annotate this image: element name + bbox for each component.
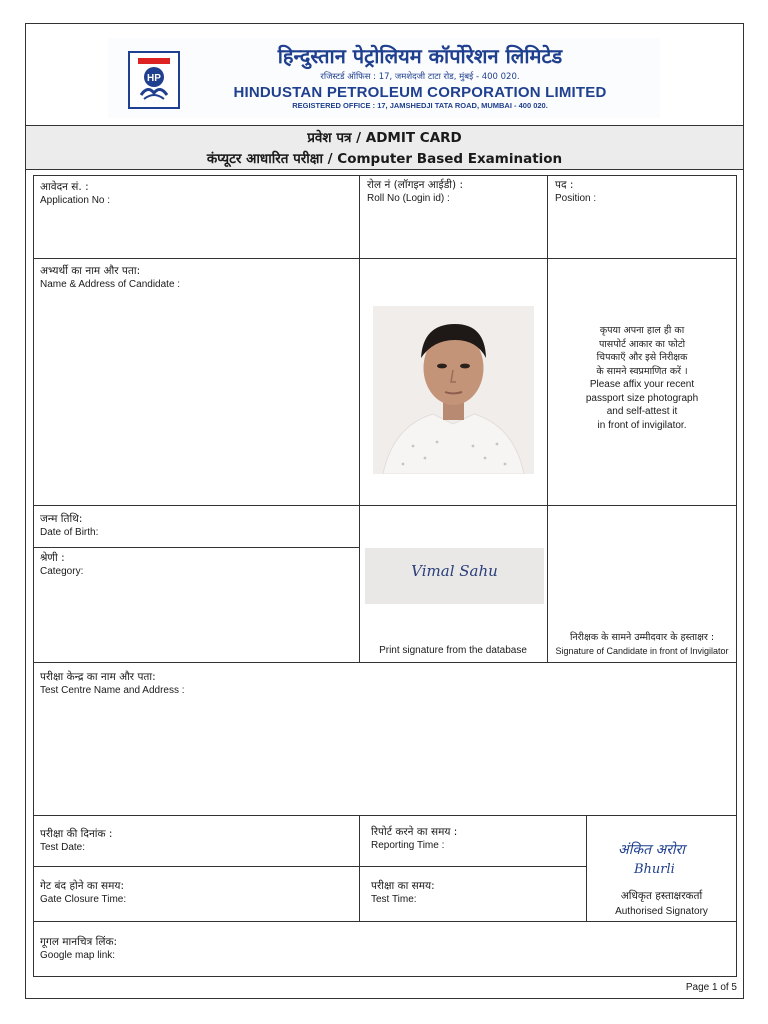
grid-line — [33, 175, 34, 976]
grid-line — [359, 815, 360, 921]
authorised-label-hi: अधिकृत हस्ताक्षरकर्ता — [620, 890, 703, 902]
google-map-label-en: Google map link: — [40, 950, 116, 961]
photo-instructions — [548, 324, 736, 432]
name-address-label-en: Name & Address of Candidate : — [40, 279, 181, 290]
reporting-time-label-hi: रिपोर्ट करने का समय : — [371, 826, 458, 838]
photo-note-hi-1: कृपया अपना हाल ही का — [599, 325, 685, 336]
photo-note-en-2: passport size photograph — [585, 392, 699, 404]
authorised-label-en: Authorised Signatory — [615, 906, 708, 917]
photo-note-en-4: in front of invigilator. — [597, 419, 687, 431]
roll-no-field — [367, 178, 463, 204]
test-date-label-en: Test Date: — [40, 842, 86, 853]
test-centre-label-hi: परीक्षा केन्द्र का नाम और पता: — [40, 671, 156, 683]
candidate-signature-text: Vimal Sahu — [411, 562, 498, 580]
hp-logo — [128, 51, 180, 109]
category-field — [40, 551, 83, 577]
hp-logo-icon — [136, 57, 172, 103]
test-time-label-en: Test Time: — [371, 894, 417, 905]
grid-line — [33, 258, 737, 259]
photo-note-hi-4: के सामने स्वप्रमाणित करें । — [596, 365, 688, 377]
reporting-time-field — [371, 825, 457, 851]
dob-label-en: Date of Birth: — [40, 527, 99, 538]
grid-line — [33, 505, 737, 506]
hp-logo-text: HP — [147, 73, 161, 84]
authorised-signature-image — [600, 836, 720, 886]
photo-note-hi-3: चिपकाएँ और इसे निरीक्षक — [596, 352, 688, 363]
authorised-signature-line2: Bhurli — [634, 862, 675, 877]
test-date-field — [40, 827, 112, 853]
test-time-field — [371, 879, 435, 905]
google-map-field — [40, 935, 117, 961]
test-centre-field — [40, 670, 185, 696]
candidate-photo — [373, 306, 534, 474]
invigilator-signature-field — [548, 630, 736, 656]
application-no-field — [40, 180, 110, 206]
authorised-signature-line1: अंकित अरोरा — [618, 842, 685, 858]
reporting-time-label-en: Reporting Time : — [371, 840, 445, 851]
roll-no-label-hi: रोल नं (लॉगइन आईडी) : — [367, 179, 463, 191]
position-label-hi: पद : — [555, 179, 574, 191]
photo-note-en-3: and self-attest it — [606, 406, 678, 417]
grid-line — [33, 866, 586, 867]
gate-closure-label-hi: गेट बंद होने का समय: — [40, 880, 125, 892]
grid-line — [33, 175, 737, 176]
grid-line — [33, 976, 737, 977]
admit-card-title: प्रवेश पत्र / ADMIT CARD — [307, 130, 462, 146]
grid-line — [736, 175, 737, 976]
exam-type-title: कंप्यूटर आधारित परीक्षा / Computer Based Examination — [206, 151, 563, 167]
page-number: Page 1 of 5 — [685, 982, 737, 993]
application-no-label-en: Application No : — [40, 195, 111, 206]
roll-no-label-en: Roll No (Login id) : — [367, 193, 450, 204]
authorised-signatory — [587, 889, 736, 917]
signature-caption: Print signature from the database — [379, 645, 527, 656]
candidate-signature-image — [365, 548, 544, 604]
registered-office-english: REGISTERED OFFICE : 17, JAMSHEDJI TATA ROAD, MUMBAI - 400 020. — [292, 101, 548, 110]
grid-line — [33, 921, 737, 922]
photo-note-hi-2: पासपोर्ट आकार का फोटो — [598, 338, 686, 350]
google-map-label-hi: गूगल मानचित्र लिंक: — [40, 936, 118, 948]
position-label-en: Position : — [555, 193, 597, 204]
test-time-label-hi: परीक्षा का समय: — [371, 880, 435, 892]
invigilator-sign-label-hi: निरीक्षक के सामने उम्मीदवार के हस्ताक्षर : — [569, 632, 715, 643]
test-centre-label-en: Test Centre Name and Address : — [40, 685, 185, 696]
name-address-field — [40, 264, 180, 290]
grid-line — [33, 662, 737, 663]
grid-line — [359, 175, 360, 662]
company-name-english: HINDUSTAN PETROLEUM CORPORATION LIMITED — [233, 84, 607, 101]
dob-label-hi: जन्म तिथि: — [40, 513, 83, 525]
company-name-hindi: हिन्दुस्तान पेट्रोलियम कॉर्पोरेशन लिमिटेड — [277, 44, 563, 68]
category-label-en: Category: — [40, 566, 84, 577]
grid-line — [33, 815, 737, 816]
name-address-label-hi: अभ्यर्थी का नाम और पता: — [40, 265, 141, 277]
registered-office-hindi: रजिस्टर्ड ऑफिस : 17, जमशेदजी टाटा रोड, मुंबई - 400 020. — [320, 72, 520, 82]
category-label-hi: श्रेणी : — [40, 552, 65, 564]
candidate-photo-icon — [373, 306, 534, 474]
test-date-label-hi: परीक्षा की दिनांक : — [40, 828, 113, 840]
gate-closure-field — [40, 879, 126, 905]
photo-note-en-1: Please affix your recent — [589, 379, 695, 390]
invigilator-sign-label-en: Signature of Candidate in front of Invigilator — [555, 646, 729, 656]
application-no-label-hi: आवेदन सं. : — [40, 181, 89, 193]
dob-field — [40, 512, 98, 538]
grid-line — [33, 547, 359, 548]
position-field — [555, 178, 596, 204]
gate-closure-label-en: Gate Closure Time: — [40, 894, 127, 905]
